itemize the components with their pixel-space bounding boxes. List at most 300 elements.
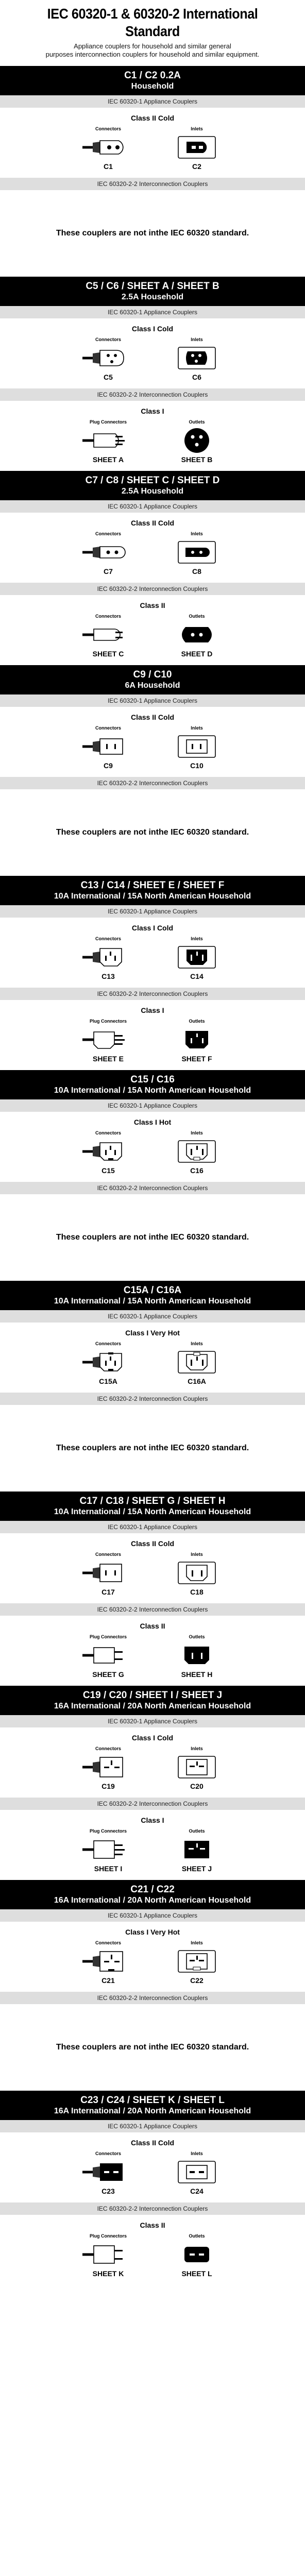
sheetC-drawing (82, 621, 134, 649)
note-line-1: These couplers are not in (56, 1444, 156, 1452)
coupler-group (0, 876, 305, 1070)
coupler-item (82, 1634, 134, 1679)
c19-drawing (82, 1753, 134, 1781)
c22-icon (171, 1947, 223, 1975)
coupler-name: C16 (190, 1166, 204, 1175)
subtitle-line-1: Appliance couplers for household and similar general (74, 42, 231, 50)
group-rating: 2.5A Household (121, 487, 184, 496)
coupler-item (171, 2151, 223, 2195)
coupler-groups (0, 66, 305, 2285)
group-title: C15 / C16 (130, 1074, 175, 1085)
group-rating: 10A International / 15A North American Household (54, 1086, 251, 1095)
coupler-class-label: Class II Cold (130, 2139, 175, 2147)
coupler-item (171, 1634, 223, 1679)
coupler-class-label: Class I Cold (131, 924, 174, 932)
c24-icon (171, 2158, 223, 2186)
coupler-class-block (0, 401, 305, 471)
coupler-name: C23 (101, 2187, 115, 2195)
coupler-class-label: Class I (141, 1006, 164, 1014)
coupler-group (0, 1880, 305, 2091)
sheetK-drawing (82, 2241, 134, 2268)
group-title: C13 / C14 / SHEET E / SHEET F (80, 880, 225, 891)
group-rating: 10A International / 15A North American Household (54, 1507, 251, 1516)
group-title-bar (0, 66, 305, 95)
coupler-name: C16A (188, 1377, 206, 1385)
coupler-item (82, 1341, 134, 1385)
c16a-drawing (171, 1348, 223, 1376)
c9-icon (82, 733, 134, 760)
c2-icon (171, 133, 223, 161)
coupler-type-caption: Connectors (95, 2151, 121, 2156)
c23-icon (82, 2158, 134, 2186)
coupler-group (0, 66, 305, 277)
note-line-1: These couplers are not in (56, 2043, 156, 2052)
sheetE-icon (82, 1026, 134, 1054)
coupler-class-label: Class II (140, 1622, 165, 1630)
group-rating: 16A International / 20A North American Household (54, 1702, 251, 1710)
group-title-bar (0, 1492, 305, 1521)
coupler-group (0, 2091, 305, 2285)
coupler-name: SHEET A (92, 455, 124, 464)
sheetF-icon (171, 1026, 223, 1054)
c20-icon (171, 1753, 223, 1781)
coupler-class-label: Class I Very Hot (125, 1329, 180, 1337)
section-header-bar: IEC 60320-1 Appliance Couplers (0, 500, 305, 513)
document-header (0, 0, 305, 66)
sheetH-drawing (171, 1641, 223, 1669)
sheetG-drawing (82, 1641, 134, 1669)
coupler-type-caption: Inlets (191, 1552, 203, 1557)
group-rating: 2.5A Household (121, 293, 184, 301)
coupler-class-label: Class II (140, 2221, 165, 2229)
coupler-class-block (0, 513, 305, 583)
group-title: C21 / C22 (130, 1884, 175, 1895)
coupler-type-caption: Connectors (95, 126, 121, 131)
coupler-class-block (0, 108, 305, 178)
coupler-pair (0, 1019, 305, 1063)
coupler-item (171, 419, 223, 464)
coupler-type-caption: Outlets (189, 419, 205, 425)
coupler-name: SHEET I (94, 1865, 123, 1873)
c16a-icon (171, 1348, 223, 1376)
sheetB-drawing (171, 427, 223, 454)
sheetF-drawing (171, 1026, 223, 1054)
sheetD-icon (171, 621, 223, 649)
section-header-bar: IEC 60320-2-2 Interconnection Couplers (0, 1992, 305, 2004)
coupler-name: SHEET B (181, 455, 213, 464)
coupler-name: C21 (101, 1976, 115, 1985)
coupler-type-caption: Plug Connectors (89, 2233, 127, 2239)
coupler-item (171, 936, 223, 980)
sheetI-drawing (82, 1836, 134, 1863)
coupler-pair (0, 1634, 305, 1679)
c15a-drawing (82, 1348, 134, 1376)
coupler-item (171, 337, 223, 381)
c23-drawing (82, 2158, 134, 2186)
coupler-class-label: Class I (141, 1816, 164, 1824)
coupler-item (82, 419, 134, 464)
group-title-bar (0, 665, 305, 694)
group-title-bar (0, 1070, 305, 1099)
coupler-item (82, 1828, 134, 1873)
coupler-name: SHEET L (181, 2269, 212, 2278)
note-line-1: These couplers are not in (56, 828, 156, 837)
c15-icon (82, 1138, 134, 1165)
coupler-type-caption: Connectors (95, 1940, 121, 1945)
section-header-bar: IEC 60320-1 Appliance Couplers (0, 1310, 305, 1323)
coupler-class-block (0, 1727, 305, 1798)
section-header-bar: IEC 60320-2-2 Interconnection Couplers (0, 583, 305, 595)
group-title: C17 / C18 / SHEET G / SHEET H (79, 1496, 226, 1506)
coupler-pair (0, 725, 305, 770)
coupler-class-block (0, 1922, 305, 1992)
coupler-class-label: Class II Cold (130, 519, 175, 527)
c24-drawing (171, 2158, 223, 2186)
coupler-pair (0, 337, 305, 381)
c14-icon (171, 943, 223, 971)
coupler-class-label: Class II Cold (130, 1539, 175, 1548)
c18-drawing (171, 1559, 223, 1587)
note-line-2: the IEC 60320 standard. (156, 2043, 249, 2052)
c22-drawing (171, 1947, 223, 1975)
coupler-type-caption: Outlets (189, 2233, 205, 2239)
group-rating: 16A International / 20A North American Household (54, 2107, 251, 2115)
coupler-item (82, 1940, 134, 1985)
coupler-type-caption: Connectors (95, 1746, 121, 1751)
sheetL-drawing (171, 2241, 223, 2268)
coupler-type-caption: Outlets (189, 1634, 205, 1639)
coupler-item (82, 126, 134, 171)
c8-icon (171, 538, 223, 566)
coupler-item (171, 1130, 223, 1175)
note-line-2: the IEC 60320 standard. (156, 229, 249, 238)
c20-drawing (171, 1753, 223, 1781)
c15-drawing (82, 1138, 134, 1165)
coupler-type-caption: Inlets (191, 936, 203, 941)
coupler-item (171, 2233, 223, 2278)
coupler-name: C6 (192, 373, 201, 381)
c18-icon (171, 1559, 223, 1587)
coupler-pair (0, 1940, 305, 1985)
coupler-class-block (0, 595, 305, 665)
coupler-pair (0, 419, 305, 464)
coupler-item (82, 2233, 134, 2278)
coupler-item (82, 2151, 134, 2195)
section-header-bar: IEC 60320-1 Appliance Couplers (0, 306, 305, 318)
coupler-class-label: Class I Cold (131, 1734, 174, 1742)
coupler-group (0, 1281, 305, 1492)
group-rating: 10A International / 15A North American Household (54, 892, 251, 901)
coupler-item (82, 725, 134, 770)
section-header-bar: IEC 60320-2-2 Interconnection Couplers (0, 988, 305, 1000)
coupler-name: C5 (104, 373, 113, 381)
note-line-2: the IEC 60320 standard. (156, 828, 249, 837)
sheetC-icon (82, 621, 134, 649)
coupler-type-caption: Inlets (191, 337, 203, 342)
section-header-bar: IEC 60320-2-2 Interconnection Couplers (0, 1182, 305, 1194)
group-title-bar (0, 471, 305, 500)
not-in-standard-note (0, 1405, 305, 1492)
coupler-name: C7 (104, 567, 113, 575)
coupler-name: C17 (101, 1588, 115, 1596)
coupler-item (171, 1746, 223, 1790)
coupler-item (82, 337, 134, 381)
coupler-name: C15 (101, 1166, 115, 1175)
c10-icon (171, 733, 223, 760)
coupler-item (82, 614, 134, 658)
coupler-item (82, 1746, 134, 1790)
coupler-name: C9 (104, 761, 113, 770)
coupler-pair (0, 1341, 305, 1385)
c19-icon (82, 1753, 134, 1781)
c5-drawing (82, 344, 134, 372)
section-header-bar: IEC 60320-1 Appliance Couplers (0, 1909, 305, 1922)
group-title: C9 / C10 (133, 669, 172, 680)
coupler-type-caption: Plug Connectors (89, 1828, 127, 1834)
coupler-item (82, 1130, 134, 1175)
coupler-item (171, 614, 223, 658)
coupler-pair (0, 1828, 305, 1873)
coupler-name: SHEET C (92, 650, 124, 658)
c8-drawing (171, 538, 223, 566)
coupler-class-block (0, 1000, 305, 1070)
coupler-type-caption: Outlets (189, 1019, 205, 1024)
coupler-item (171, 1552, 223, 1596)
coupler-item (82, 531, 134, 575)
c6-drawing (171, 344, 223, 372)
not-in-standard-note (0, 2004, 305, 2091)
c16-icon (171, 1138, 223, 1165)
section-header-bar: IEC 60320-1 Appliance Couplers (0, 1099, 305, 1112)
c10-drawing (171, 733, 223, 760)
coupler-name: C22 (190, 1976, 204, 1985)
section-header-bar: IEC 60320-2-2 Interconnection Couplers (0, 1603, 305, 1616)
c1-icon (82, 133, 134, 161)
page-subtitle (10, 42, 295, 59)
coupler-pair (0, 1552, 305, 1596)
c21-drawing (82, 1947, 134, 1975)
coupler-type-caption: Inlets (191, 2151, 203, 2156)
coupler-item (171, 531, 223, 575)
coupler-name: C8 (192, 567, 201, 575)
coupler-class-block (0, 2215, 305, 2285)
sheetG-icon (82, 1641, 134, 1669)
not-in-standard-note (0, 1194, 305, 1281)
coupler-class-label: Class II (140, 601, 165, 609)
group-title-bar (0, 1686, 305, 1715)
coupler-name: SHEET J (181, 1865, 212, 1873)
c7-icon (82, 538, 134, 566)
section-header-bar: IEC 60320-2-2 Interconnection Couplers (0, 2202, 305, 2215)
coupler-name: SHEET D (181, 650, 213, 658)
coupler-class-label: Class II Cold (130, 114, 175, 122)
group-rating: 16A International / 20A North American Household (54, 1896, 251, 1905)
c6-icon (171, 344, 223, 372)
coupler-name: SHEET F (181, 1055, 212, 1063)
coupler-class-label: Class I (141, 407, 164, 415)
page-title: IEC 60320-1 & 60320-2 International Standard (47, 6, 258, 39)
note-line-1: These couplers are not in (56, 229, 156, 238)
coupler-type-caption: Connectors (95, 1341, 121, 1346)
coupler-name: C14 (190, 972, 204, 980)
c1-drawing (82, 133, 134, 161)
coupler-type-caption: Connectors (95, 1130, 121, 1136)
coupler-type-caption: Inlets (191, 126, 203, 131)
section-header-bar: IEC 60320-1 Appliance Couplers (0, 95, 305, 108)
coupler-type-caption: Inlets (191, 1130, 203, 1136)
c16-drawing (171, 1138, 223, 1165)
coupler-type-caption: Plug Connectors (89, 1634, 127, 1639)
c17-icon (82, 1559, 134, 1587)
section-header-bar: IEC 60320-2-2 Interconnection Couplers (0, 178, 305, 190)
group-rating: Household (131, 82, 174, 91)
coupler-class-label: Class I Very Hot (125, 1928, 180, 1936)
coupler-name: C1 (104, 162, 113, 171)
coupler-group (0, 1686, 305, 1880)
group-title: C19 / C20 / SHEET I / SHEET J (82, 1690, 223, 1701)
coupler-type-caption: Inlets (191, 725, 203, 731)
group-rating: 10A International / 15A North American Household (54, 1297, 251, 1306)
coupler-class-block (0, 918, 305, 988)
sheetE-drawing (82, 1026, 134, 1054)
coupler-type-caption: Inlets (191, 1746, 203, 1751)
c5-icon (82, 344, 134, 372)
coupler-type-caption: Connectors (95, 725, 121, 731)
sheetB-icon (171, 427, 223, 454)
coupler-pair (0, 1130, 305, 1175)
note-line-2: the IEC 60320 standard. (156, 1444, 249, 1452)
coupler-name: C24 (190, 2187, 204, 2195)
coupler-pair (0, 531, 305, 575)
not-in-standard-note (0, 190, 305, 277)
coupler-group (0, 1070, 305, 1281)
coupler-class-block (0, 707, 305, 777)
sheetH-icon (171, 1641, 223, 1669)
coupler-class-block (0, 1810, 305, 1880)
coupler-pair (0, 1746, 305, 1790)
group-title: C23 / C24 / SHEET K / SHEET L (80, 2095, 225, 2106)
c15a-icon (82, 1348, 134, 1376)
coupler-class-block (0, 1533, 305, 1603)
coupler-group (0, 471, 305, 665)
coupler-group (0, 665, 305, 876)
coupler-type-caption: Outlets (189, 1828, 205, 1834)
coupler-type-caption: Inlets (191, 531, 203, 536)
coupler-type-caption: Plug Connectors (89, 419, 127, 425)
sheetA-icon (82, 427, 134, 454)
group-title-bar (0, 1281, 305, 1310)
c2-drawing (171, 133, 223, 161)
group-title: C1 / C2 0.2A (124, 70, 181, 81)
coupler-class-label: Class I Cold (131, 325, 174, 333)
coupler-name: SHEET G (92, 1670, 124, 1679)
c13-drawing (82, 943, 134, 971)
section-header-bar: IEC 60320-1 Appliance Couplers (0, 905, 305, 918)
note-line-2: the IEC 60320 standard. (156, 1233, 249, 1242)
coupler-name: C2 (192, 162, 201, 171)
coupler-class-block (0, 1112, 305, 1182)
coupler-pair (0, 2233, 305, 2278)
coupler-name: C18 (190, 1588, 204, 1596)
coupler-name: SHEET H (181, 1670, 213, 1679)
coupler-type-caption: Inlets (191, 1341, 203, 1346)
group-title-bar (0, 1880, 305, 1909)
coupler-type-caption: Inlets (191, 1940, 203, 1945)
coupler-name: C10 (190, 761, 204, 770)
group-rating: 6A Household (125, 681, 180, 690)
section-header-bar: IEC 60320-2-2 Interconnection Couplers (0, 777, 305, 789)
coupler-pair (0, 126, 305, 171)
coupler-name: C15A (99, 1377, 117, 1385)
c13-icon (82, 943, 134, 971)
sheetJ-icon (171, 1836, 223, 1863)
group-title: C5 / C6 / SHEET A / SHEET B (86, 281, 219, 292)
coupler-class-label: Class II Cold (130, 713, 175, 721)
coupler-item (171, 1940, 223, 1985)
section-header-bar: IEC 60320-1 Appliance Couplers (0, 2120, 305, 2132)
coupler-item (82, 936, 134, 980)
section-header-bar: IEC 60320-2-2 Interconnection Couplers (0, 388, 305, 401)
coupler-name: C20 (190, 1782, 204, 1790)
coupler-type-caption: Connectors (95, 936, 121, 941)
coupler-group (0, 277, 305, 471)
group-title-bar (0, 277, 305, 306)
c17-drawing (82, 1559, 134, 1587)
sheetK-icon (82, 2241, 134, 2268)
sheetJ-drawing (171, 1836, 223, 1863)
coupler-class-label: Class I Hot (133, 1118, 172, 1126)
coupler-item (82, 1552, 134, 1596)
coupler-class-block (0, 1616, 305, 1686)
c14-drawing (171, 943, 223, 971)
sheetL-icon (171, 2241, 223, 2268)
coupler-item (171, 126, 223, 171)
section-header-bar: IEC 60320-1 Appliance Couplers (0, 694, 305, 707)
coupler-class-block (0, 2132, 305, 2202)
coupler-item (82, 1019, 134, 1063)
group-title-bar (0, 876, 305, 905)
coupler-item (171, 725, 223, 770)
coupler-type-caption: Connectors (95, 337, 121, 342)
sheetD-drawing (171, 621, 223, 649)
group-title-bar (0, 2091, 305, 2120)
c21-icon (82, 1947, 134, 1975)
coupler-name: C13 (101, 972, 115, 980)
coupler-type-caption: Plug Connectors (89, 1019, 127, 1024)
group-title: C15A / C16A (123, 1285, 182, 1296)
coupler-pair (0, 614, 305, 658)
coupler-item (171, 1341, 223, 1385)
coupler-name: SHEET E (93, 1055, 124, 1063)
coupler-type-caption: Connectors (95, 531, 121, 536)
coupler-name: SHEET K (92, 2269, 124, 2278)
coupler-name: C19 (101, 1782, 115, 1790)
coupler-item (171, 1019, 223, 1063)
group-title: C7 / C8 / SHEET C / SHEET D (85, 475, 220, 486)
coupler-type-caption: Outlets (189, 614, 205, 619)
c9-drawing (82, 733, 134, 760)
coupler-item (171, 1828, 223, 1873)
coupler-class-block (0, 318, 305, 388)
section-header-bar: IEC 60320-2-2 Interconnection Couplers (0, 1798, 305, 1810)
section-header-bar: IEC 60320-1 Appliance Couplers (0, 1715, 305, 1727)
coupler-type-caption: Connectors (95, 614, 121, 619)
coupler-class-block (0, 1323, 305, 1393)
coupler-pair (0, 936, 305, 980)
coupler-pair (0, 2151, 305, 2195)
not-in-standard-note (0, 789, 305, 876)
section-header-bar: IEC 60320-2-2 Interconnection Couplers (0, 1393, 305, 1405)
